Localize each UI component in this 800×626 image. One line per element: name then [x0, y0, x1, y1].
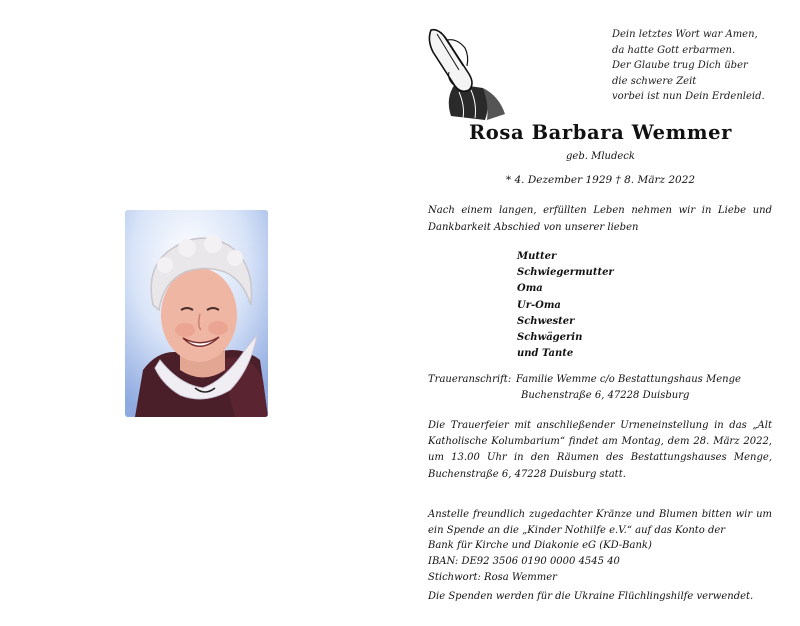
relation-item: Mutter — [517, 251, 557, 262]
relation-item: Ur-Oma — [517, 299, 561, 311]
relation-item: Oma — [517, 283, 543, 295]
intro-text: Nach einem langen, erfüllten Leben nehmen wir in Liebe und Dankbarkeit Abschied von unserer lieben — [428, 205, 772, 233]
address-line-2: Buchenstraße 6, 47228 Duisburg — [521, 390, 690, 401]
funeral-notice: Die Trauerfeier mit anschließender Urneneinstellung in das „Alt Katholische Kolumbarium“ findet am Montag, dem 28. März 2022, um 13.00 Uhr in den Räumen des Bestattungshauses Menge, Buchenstraße 6, 47228 Duisburg statt. — [428, 420, 772, 480]
address-line-1: Familie Wemme c/o Bestattungshaus Menge — [516, 374, 741, 385]
verse-line: Der Glaube trug Dich über — [612, 60, 748, 72]
portrait-photo — [125, 210, 268, 417]
bank-name: Bank für Kirche und Diakonie eG (KD-Bank) — [428, 540, 652, 552]
deceased-name: Rosa Barbara Wemmer — [468, 121, 733, 144]
donation-notice — [428, 507, 772, 586]
donation-keyword: Stichwort: Rosa Wemmer — [428, 571, 557, 583]
donation-purpose: Die Spenden werden für die Ukraine Flüchlingshilfe verwendet. — [428, 591, 754, 602]
verse-line: die schwere Zeit — [612, 75, 697, 87]
verse-line: vorbei ist nun Dein Erdenleid. — [612, 91, 765, 103]
relation-item: und Tante — [517, 348, 574, 360]
relation-item: Schwägerin — [517, 332, 583, 344]
relations-list — [517, 249, 614, 362]
praying-hands-icon — [425, 26, 507, 122]
memorial-verse — [612, 27, 787, 105]
life-dates: * 4. Dezember 1929 † 8. März 2022 — [505, 174, 696, 186]
verse-line: da hatte Gott erbarmen. — [612, 44, 736, 56]
verse-line: Dein letztes Wort war Amen, — [612, 29, 758, 40]
maiden-name: geb. Mludeck — [566, 151, 635, 162]
relation-item: Schwiegermutter — [517, 267, 614, 279]
address-label: Traueranschrift: — [428, 374, 512, 385]
relation-item: Schwester — [517, 315, 575, 327]
portrait-illustration — [125, 210, 268, 417]
iban: IBAN: DE92 3506 0190 0000 4545 40 — [428, 556, 620, 568]
donation-text: Anstelle freundlich zugedachter Kränze und Blumen bitten wir um ein Spende an die „Kinder Nothilfe e.V.“ auf das Konto der — [428, 509, 772, 536]
